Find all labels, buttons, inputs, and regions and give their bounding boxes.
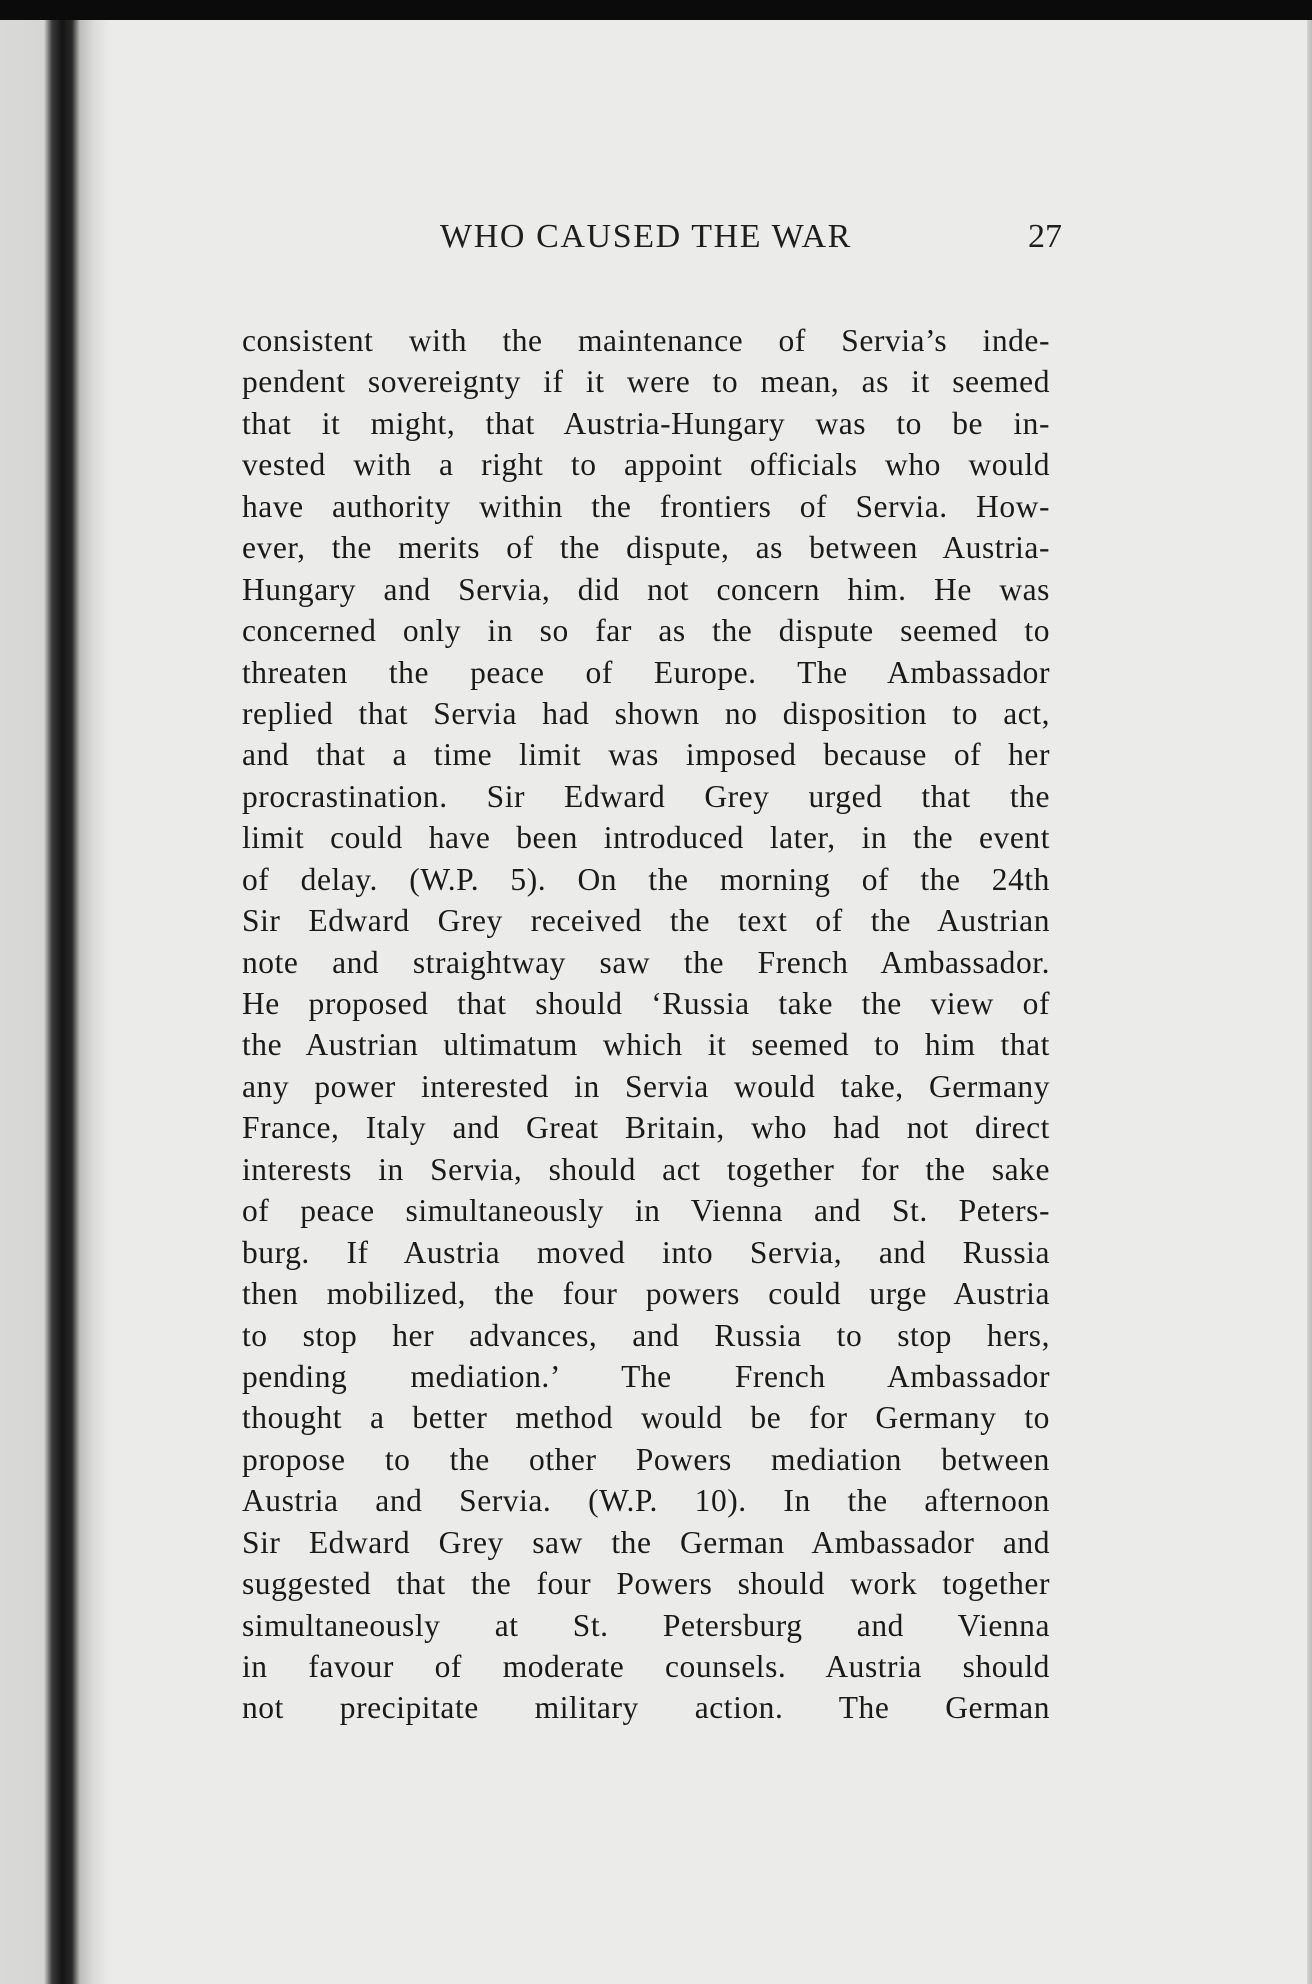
text-line: limit could have been introduced later, in the event xyxy=(242,820,1050,856)
scan-right-edge xyxy=(1307,20,1312,1984)
text-line: Austria and Servia. (W.P. 10). In the afternoon xyxy=(242,1483,1050,1519)
text-line: pendent sovereignty if it were to mean, as it seemed xyxy=(242,364,1050,400)
text-line: concerned only in so far as the dispute seemed to xyxy=(242,613,1050,649)
text-line: any power interested in Servia would take, Germany xyxy=(242,1068,1050,1104)
text-line: thought a better method would be for Germany to xyxy=(242,1400,1050,1436)
scan-top-border xyxy=(0,0,1312,20)
text-line: and that a time limit was imposed because of her xyxy=(242,737,1050,773)
text-line: replied that Servia had shown no disposition to act, xyxy=(242,695,1050,731)
text-line: then mobilized, the four powers could urge Austria xyxy=(242,1276,1050,1312)
text-line: in favour of moderate counsels. Austria should xyxy=(242,1649,1050,1684)
text-line: to stop her advances, and Russia to stop hers, xyxy=(242,1317,1050,1353)
text-line: threaten the peace of Europe. The Ambassador xyxy=(242,654,1050,690)
running-head-title: WHO CAUSED THE WAR xyxy=(440,218,852,255)
text-line: of delay. (W.P. 5). On the morning of the 24th xyxy=(242,861,1050,897)
text-line: pending mediation.’ The French Ambassador xyxy=(242,1358,1050,1394)
text-line: the Austrian ultimatum which it seemed to him that xyxy=(242,1027,1050,1063)
text-line: consistent with the maintenance of Servia’s inde- xyxy=(242,323,1050,358)
text-line: Sir Edward Grey saw the German Ambassador and xyxy=(242,1524,1050,1560)
text-line: note and straightway saw the French Ambassador. xyxy=(242,944,1050,980)
text-line: procrastination. Sir Edward Grey urged that the xyxy=(242,778,1050,814)
text-line: suggested that the four Powers should work together xyxy=(242,1566,1050,1602)
text-line: burg. If Austria moved into Servia, and Russia xyxy=(242,1234,1050,1270)
running-head xyxy=(242,218,1062,268)
text-line: Sir Edward Grey received the text of the Austrian xyxy=(242,903,1050,939)
text-line: He proposed that should ‘Russia take the view of xyxy=(242,986,1050,1021)
text-line: France, Italy and Great Britain, who had not direct xyxy=(242,1110,1050,1146)
body-text xyxy=(242,320,1050,1729)
book-page xyxy=(110,20,1307,1984)
text-line: that it might, that Austria-Hungary was to be in- xyxy=(242,405,1050,441)
text-line: not precipitate military action. The German xyxy=(242,1690,1050,1726)
text-line: ever, the merits of the dispute, as between Austria- xyxy=(242,530,1050,566)
text-line: Hungary and Servia, did not concern him. He was xyxy=(242,571,1050,607)
text-line: interests in Servia, should act together for the sake xyxy=(242,1151,1050,1187)
page-number: 27 xyxy=(1028,218,1062,255)
text-line: vested with a right to appoint officials who would xyxy=(242,447,1050,483)
book-binding-edge xyxy=(0,20,110,1984)
text-line: propose to the other Powers mediation between xyxy=(242,1441,1050,1477)
text-line: have authority within the frontiers of Servia. How- xyxy=(242,488,1050,524)
text-line: of peace simultaneously in Vienna and St. Peters- xyxy=(242,1193,1050,1229)
text-line: simultaneously at St. Petersburg and Vienna xyxy=(242,1607,1050,1643)
